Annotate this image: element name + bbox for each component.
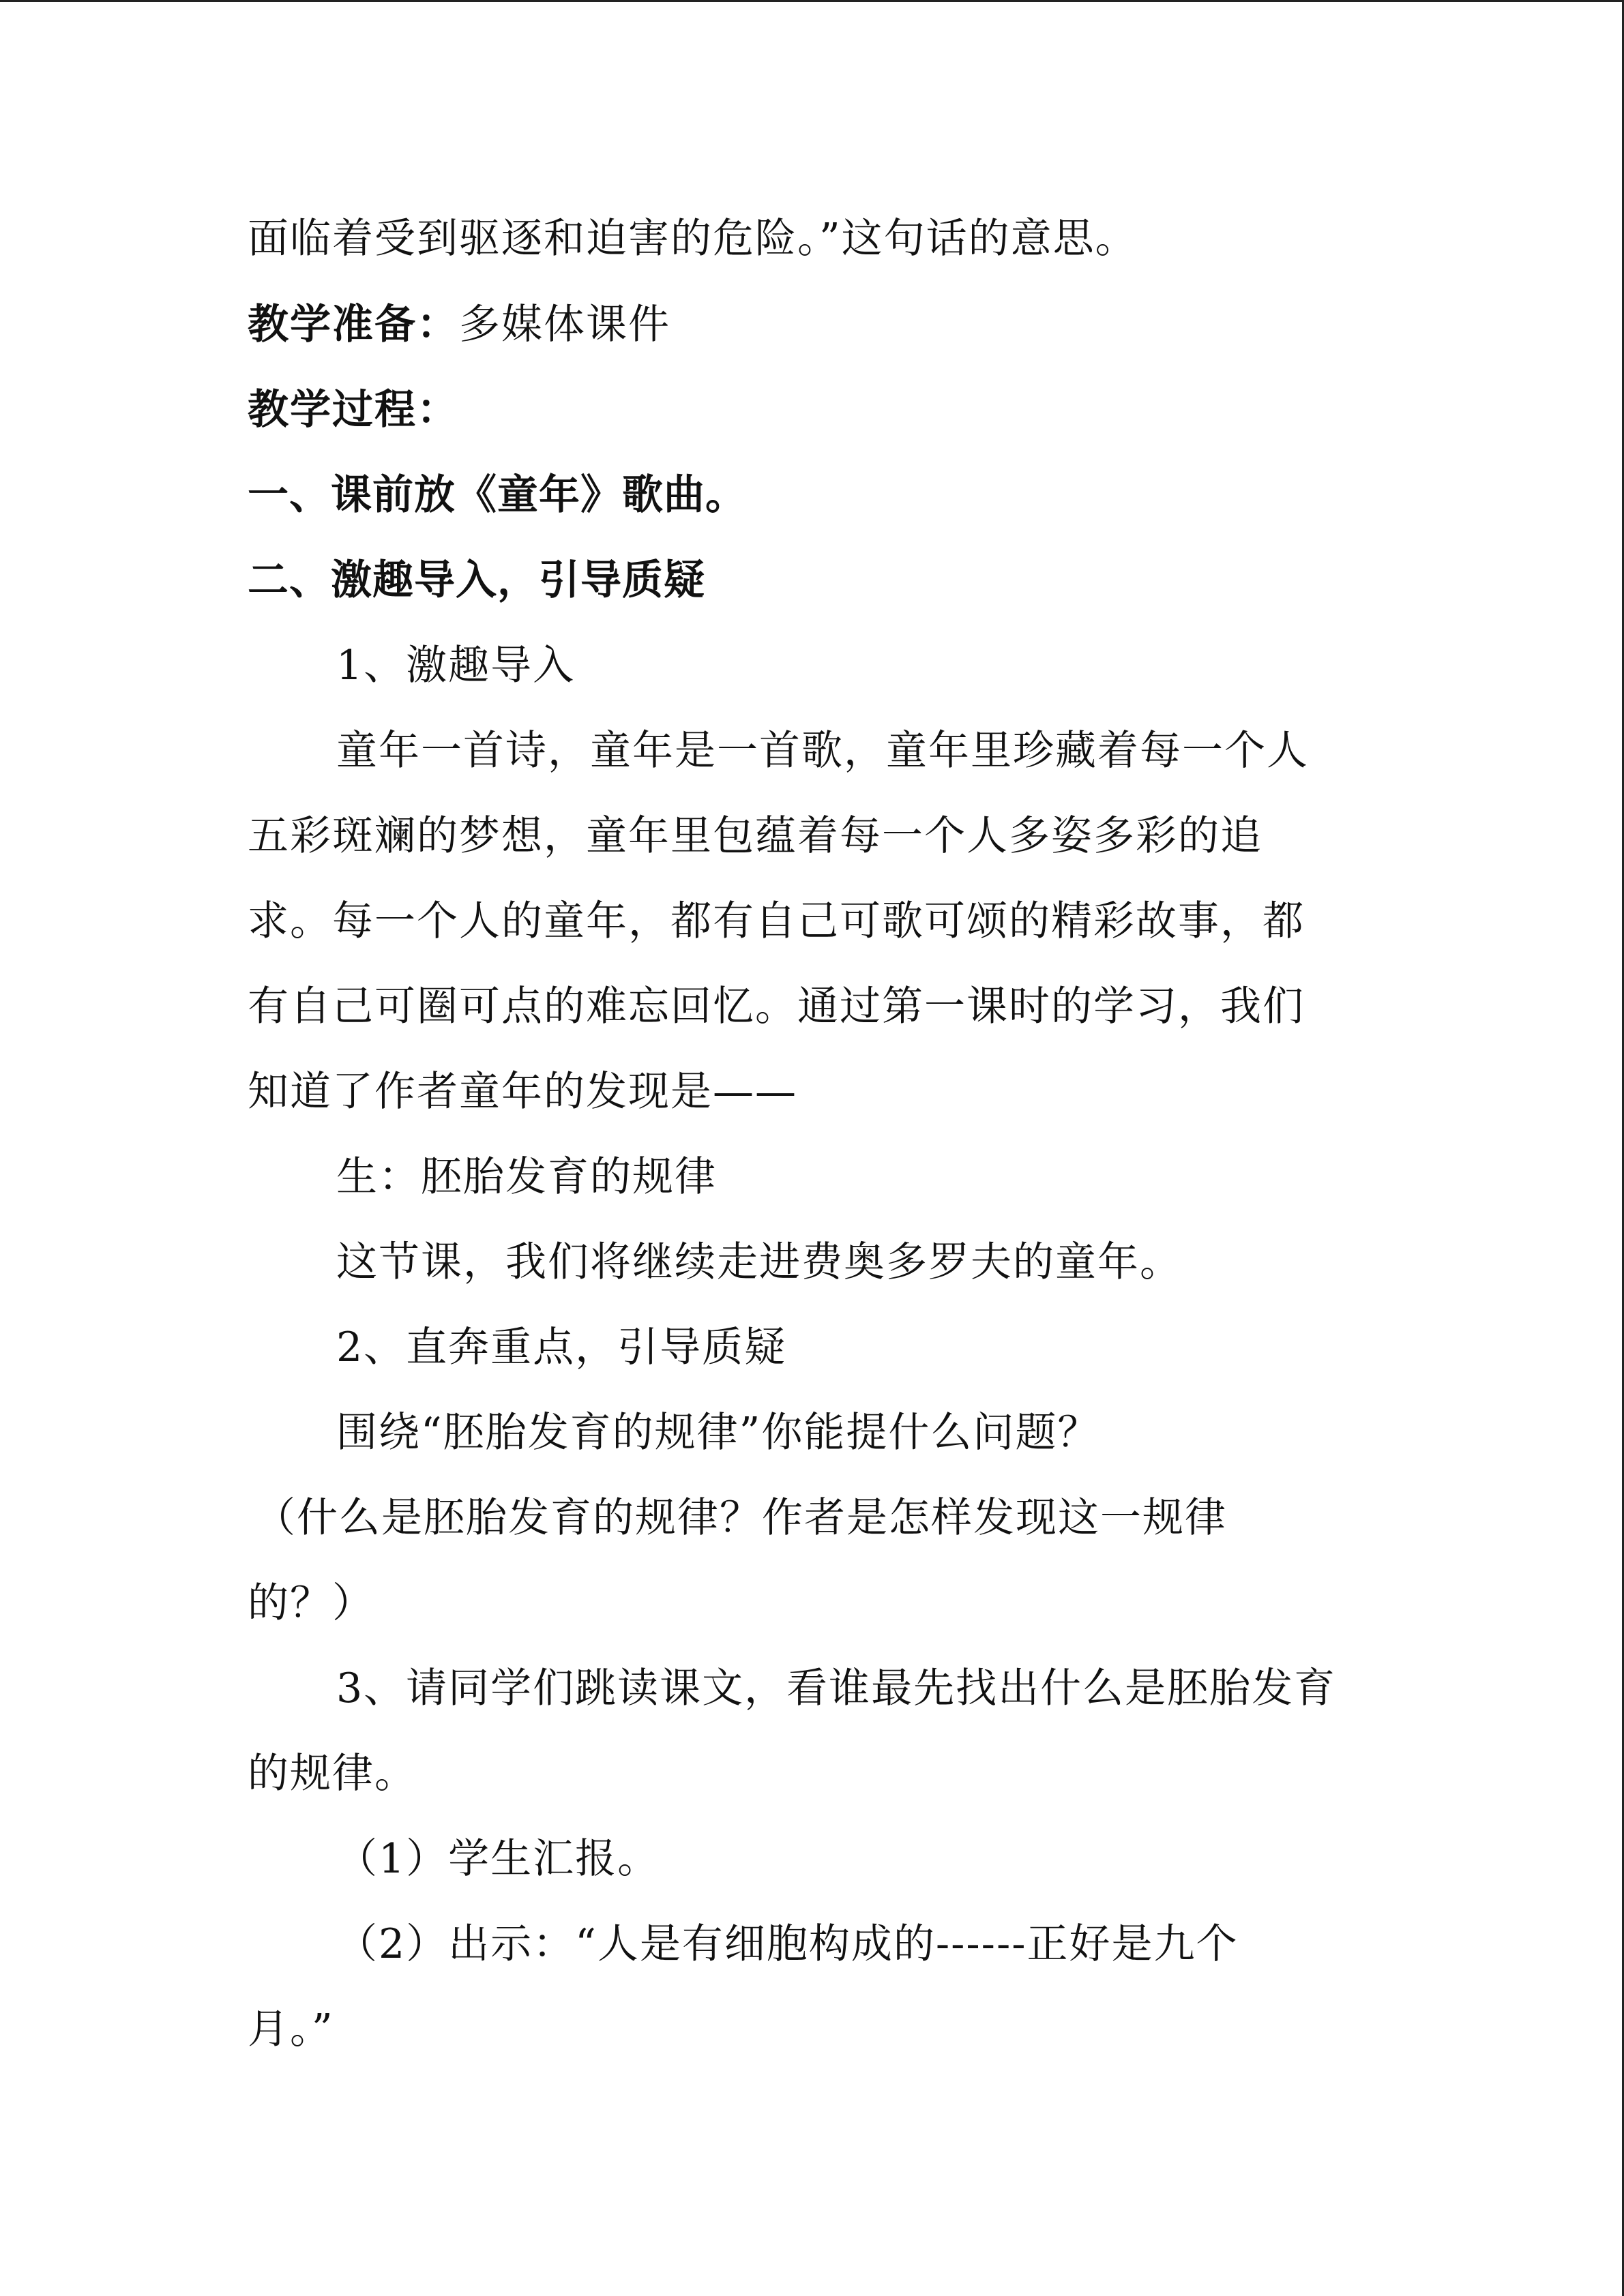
subsection-heading: 1、激趣导入 xyxy=(336,642,576,689)
paragraph-line: 的规律。 xyxy=(248,1750,417,1798)
paragraph-line: 这节课，我们将继续走进费奥多罗夫的童年。 xyxy=(336,1238,1182,1286)
paragraph-line: 求。每一个人的童年，都有自己可歌可颂的精彩故事，都 xyxy=(248,897,1305,945)
paragraph-line: 围绕“胚胎发育的规律”你能提什么问题？ xyxy=(336,1409,1100,1457)
paragraph-line: 知道了作者童年的发现是—— xyxy=(248,1068,797,1116)
text-line-prep xyxy=(248,300,670,349)
process-heading: 教学过程： xyxy=(248,386,459,434)
prep-value: 多媒体课件 xyxy=(459,301,670,348)
section-heading-2: 二、激趣导入，引导质疑 xyxy=(248,556,705,604)
subsection-heading: 3、请同学们跳读课文，看谁最先找出什么是胚胎发育 xyxy=(336,1665,1337,1712)
section-heading-1: 一、课前放《童年》歌曲。 xyxy=(248,471,747,519)
paragraph-line: 的？） xyxy=(248,1579,374,1627)
text-line: 面临着受到驱逐和迫害的危险。”这句话的意思。 xyxy=(248,215,1138,263)
list-item: （1）学生汇报。 xyxy=(336,1835,660,1883)
list-item: （2）出示：“人是有细胞构成的------正好是九个 xyxy=(336,1920,1239,1968)
paragraph-line: （什么是胚胎发育的规律？作者是怎样发现这一规律 xyxy=(254,1494,1227,1542)
prep-label: 教学准备： xyxy=(248,301,459,348)
paragraph-line: 月。” xyxy=(248,2006,334,2053)
student-answer: 生：胚胎发育的规律 xyxy=(336,1153,717,1201)
paragraph-line: 有自己可圈可点的难忘回忆。通过第一课时的学习，我们 xyxy=(248,983,1305,1030)
subsection-heading: 2、直奔重点，引导质疑 xyxy=(336,1324,787,1371)
paragraph-line: 五彩斑斓的梦想，童年里包蕴着每一个人多姿多彩的追 xyxy=(248,812,1263,860)
paragraph-line: 童年一首诗，童年是一首歌，童年里珍藏着每一个人 xyxy=(336,727,1309,775)
